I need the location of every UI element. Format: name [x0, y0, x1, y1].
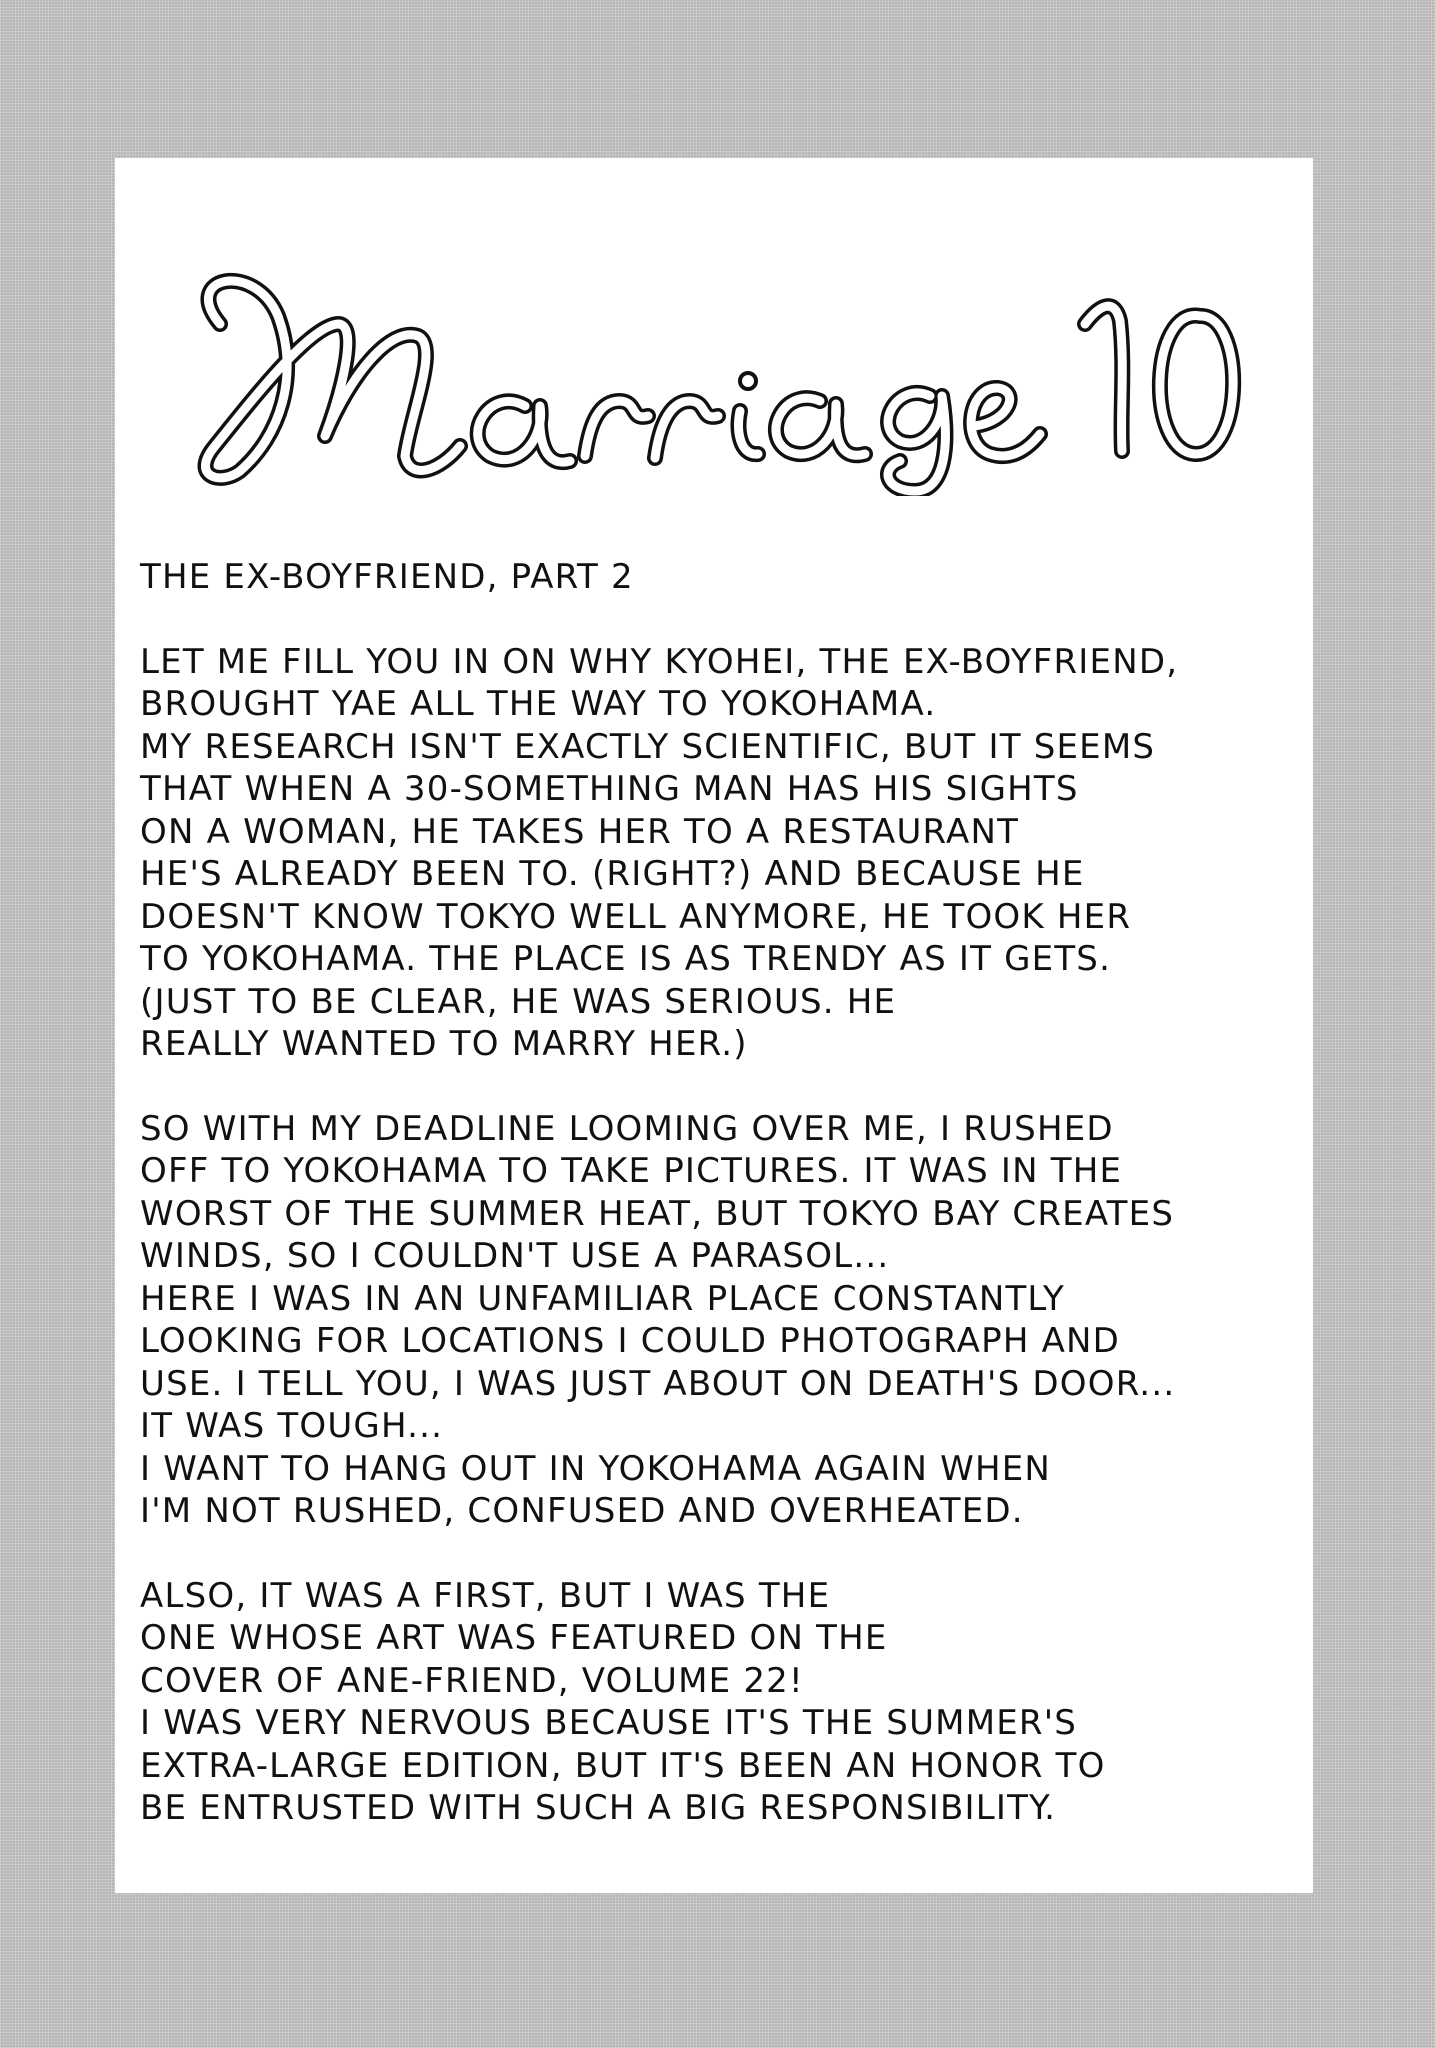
text-line: THAT WHEN A 30-SOMETHING MAN HAS HIS SIGHTS — [140, 769, 1079, 809]
afterword-text — [140, 556, 1280, 1830]
text-line: LOOKING FOR LOCATIONS I COULD PHOTOGRAPH AND — [140, 1321, 1121, 1361]
text-line: WINDS, SO I COULDN'T USE A PARASOL... — [140, 1236, 890, 1276]
text-line: ALSO, IT WAS A FIRST, BUT I WAS THE — [140, 1575, 831, 1616]
text-line: HE'S ALREADY BEEN TO. (RIGHT?) AND BECAUSE HE — [140, 854, 1085, 894]
text-line: DOESN'T KNOW TOKYO WELL ANYMORE, HE TOOK HER — [140, 896, 1132, 937]
chapter-title-lettering — [160, 206, 1270, 496]
text-line: ON A WOMAN, HE TAKES HER TO A RESTAURANT — [140, 811, 1020, 852]
text-line: COVER OF ANE-FRIEND, VOLUME 22! — [140, 1660, 804, 1701]
text-line: SO WITH MY DEADLINE LOOMING OVER ME, I RUSHED — [140, 1108, 1114, 1149]
text-line: REALLY WANTED TO MARRY HER.) — [140, 1024, 748, 1064]
text-line: I WAS VERY NERVOUS BECAUSE IT'S THE SUMMER'S — [140, 1703, 1078, 1743]
heading-line: THE EX-BOYFRIEND, PART 2 — [140, 557, 634, 597]
text-line: BROUGHT YAE ALL THE WAY TO YOKOHAMA. — [140, 684, 937, 724]
text-line: WORST OF THE SUMMER HEAT, BUT TOKYO BAY CREATES — [140, 1193, 1175, 1234]
text-line: OFF TO YOKOHAMA TO TAKE PICTURES. IT WAS IN THE — [140, 1151, 1123, 1191]
text-line: TO YOKOHAMA. THE PLACE IS AS TRENDY AS IT GETS. — [140, 939, 1112, 979]
text-line: LET ME FILL YOU IN ON WHY KYOHEI, THE EX-BOYFRIEND, — [140, 641, 1179, 682]
text-line: (JUST TO BE CLEAR, HE WAS SERIOUS. HE — [140, 981, 897, 1022]
text-line: IT WAS TOUGH... — [140, 1406, 444, 1446]
chapter-title-svg — [160, 206, 1270, 496]
text-line: USE. I TELL YOU, I WAS JUST ABOUT ON DEATH'S DOOR... — [140, 1363, 1176, 1404]
paragraph-3 — [140, 1575, 1280, 1830]
paragraph-1 — [140, 641, 1280, 1066]
text-line: BE ENTRUSTED WITH SUCH A BIG RESPONSIBILITY. — [140, 1788, 1057, 1828]
section-heading — [140, 556, 1280, 599]
text-line: MY RESEARCH ISN'T EXACTLY SCIENTIFIC, BUT IT SEEMS — [140, 726, 1156, 767]
paragraph-2 — [140, 1108, 1280, 1533]
text-line: HERE I WAS IN AN UNFAMILIAR PLACE CONSTANTLY — [140, 1278, 1066, 1319]
text-line: ONE WHOSE ART WAS FEATURED ON THE — [140, 1618, 888, 1658]
text-line: I WANT TO HANG OUT IN YOKOHAMA AGAIN WHEN — [140, 1448, 1052, 1489]
text-line: EXTRA-LARGE EDITION, BUT IT'S BEEN AN HONOR TO — [140, 1745, 1106, 1786]
text-line: I'M NOT RUSHED, CONFUSED AND OVERHEATED. — [140, 1491, 1024, 1531]
page-sheet — [115, 158, 1313, 1893]
